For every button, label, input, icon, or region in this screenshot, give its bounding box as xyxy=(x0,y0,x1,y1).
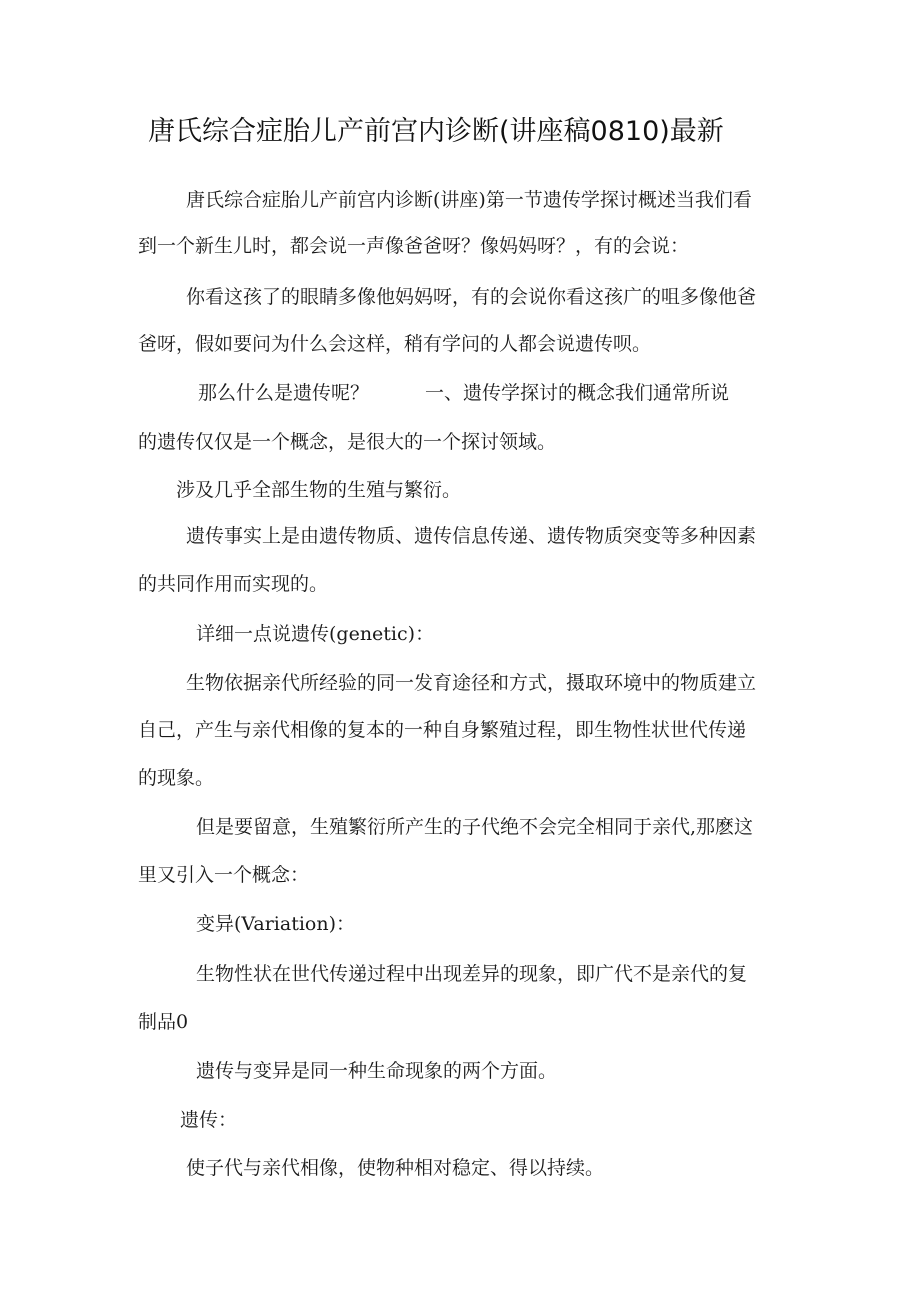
paragraph-5-line-1: 遗传事实上是由遗传物质、遗传信息传递、遗传物质突变等多种因素 xyxy=(186,525,757,547)
paragraph-2-line-1: 你看这孩了的眼睛多像他妈妈呀，有的会说你看这孩广的咀多像他爸 xyxy=(186,286,757,308)
paragraph-6-line-1: 详细一点说遗传(genetic)： xyxy=(196,623,435,645)
paragraph-8-line-1: 但是要留意，生殖繁衍所产生的子代绝不会完全相同于亲代,那麽这 xyxy=(196,816,754,838)
paragraph-4-line-1: 涉及几乎全部生物的生殖与繁衍。 xyxy=(176,479,462,501)
paragraph-2-line-2: 爸呀，假如要问为什么会这样，稍有学问的人都会说遗传呗。 xyxy=(138,333,652,355)
paragraph-8-line-2: 里又引入一个概念： xyxy=(138,864,310,886)
paragraph-9-line-1: 变异(Variation)： xyxy=(196,913,356,935)
paragraph-10-line-1: 生物性状在世代传递过程中出现差异的现象，即广代不是亲代的复 xyxy=(196,963,748,985)
paragraph-13-line-1: 使子代与亲代相像，使物种相对稳定、得以持续。 xyxy=(186,1157,605,1179)
paragraph-7-line-3: 的现象。 xyxy=(138,767,215,789)
paragraph-3-segment-2: 一、遗传学探讨的概念我们通常所说 xyxy=(425,382,730,404)
paragraph-3-line-1 xyxy=(198,379,729,407)
paragraph-10-line-2: 制品0 xyxy=(138,1011,189,1033)
paragraph-11-line-1: 遗传与变异是同一种生命现象的两个方面。 xyxy=(196,1060,558,1082)
paragraph-12-line-1: 遗传： xyxy=(180,1109,238,1131)
paragraph-7-line-2: 自己，产生与亲代相像的复本的一种自身繁殖过程，即生物性状世代传递 xyxy=(138,719,747,741)
paragraph-7-line-1: 生物依据亲代所经验的同一发育途径和方式，摄取环境中的物质建立 xyxy=(186,672,757,694)
document-title: 唐氏综合症胎儿产前宫内诊断(讲座稿0810)最新 xyxy=(148,116,724,147)
paragraph-1-line-2: 到一个新生儿时，都会说一声像爸爸呀？像妈妈呀？，有的会说： xyxy=(138,235,690,257)
paragraph-3-segment-1: 那么什么是遗传呢？ xyxy=(198,382,370,404)
paragraph-1-line-1: 唐氏综合症胎儿产前宫内诊断(讲座)第一节遗传学探讨概述当我们看 xyxy=(186,189,752,211)
paragraph-5-line-2: 的共同作用而实现的。 xyxy=(138,573,329,595)
paragraph-3-line-2: 的遗传仅仅是一个概念，是很大的一个探讨领域。 xyxy=(138,431,557,453)
